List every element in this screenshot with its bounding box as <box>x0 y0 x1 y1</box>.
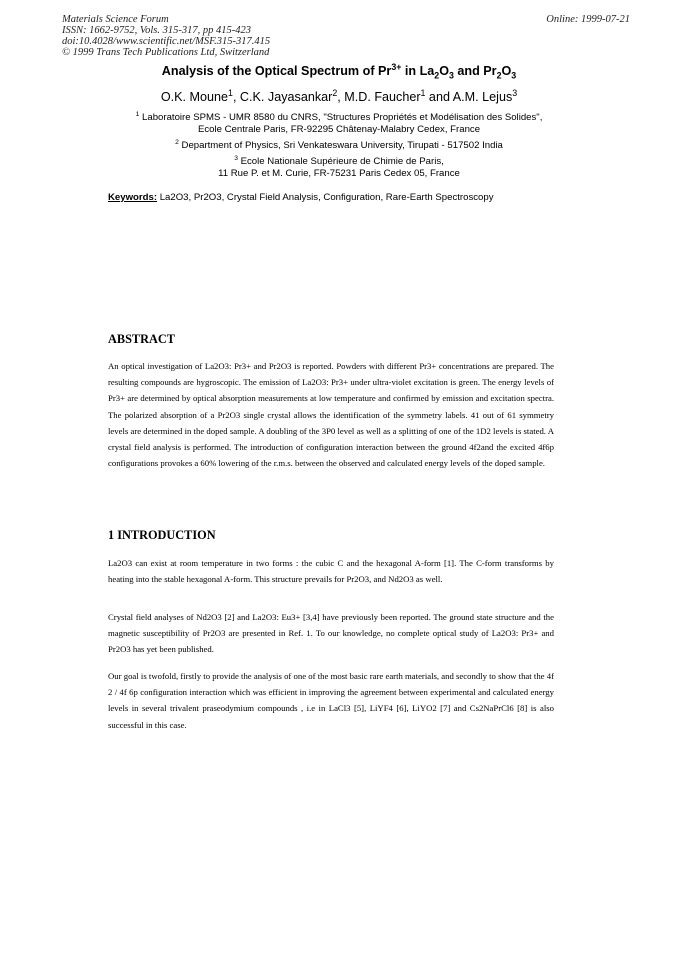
issn-line: ISSN: 1662-9752, Vols. 315-317, pp 415-423 <box>62 25 251 36</box>
author-list: O.K. Moune$^1$, C.K. Jayasankar$^2$, M.D. Faucher$^1$ and A.M. Lejus$^3$ <box>160 87 518 104</box>
publication-header <box>62 14 630 58</box>
intro-paragraph-2: Crystal field analyses of Nd2O3 [2] and La2O3: Eu3+ [3,4] have previously been reported. The ground state structure and the magnetic susceptibility of Pr2O3 are presented in Ref. 1. To our knowledge, no complete optical study of La2O3: Pr3+ and Pr2O3 has yet been published. <box>108 612 554 655</box>
keywords-label: Keywords: <box>108 192 158 203</box>
abstract-text: An optical investigation of La2O3: Pr3+ and Pr2O3 is reported. Powders with different Pr3+ concentrations are prepared. The resulting compounds are hygroscopic. The emission of La2O3: Pr3+ under ultra-violet excitation is green. The energy levels of Pr3+ are determined by optical absorption measurements at low temperature and confirmed by emission and excitation spectra. The polarized absorption of a Pr2O3 single crystal allows the identification of the symmetry labels. 41 out of 61 symmetry levels are determined in the doped sample. A doubling of the 3P0 level as well as a splitting of one of the 1D2 levels is stated. A crystal field analysis is performed. The introduction of configuration interaction between the ground 4f2and the excited 4f6p configurations provokes a 60% lowering of the r.m.s. between the observed and calculated energy levels of the doped sample. <box>108 361 554 469</box>
doi-line[interactable]: doi:10.4028/www.scientific.net/MSF.315-317.415 <box>62 36 271 47</box>
keywords-line <box>108 192 494 203</box>
affiliation-3: $^3$ Ecole Nationale Supérieure de Chimie de Paris, 11 Rue P. et M. Curie, FR-75231 Paris Cedex 05, France <box>218 154 460 179</box>
affiliations <box>0 112 678 184</box>
keywords-text: La2O3, Pr2O3, Crystal Field Analysis, Configuration, Rare-Earth Spectroscopy <box>157 192 494 203</box>
intro-paragraph-3: Our goal is twofold, firstly to provide the analysis of one of the most basic rare earth materials, and secondly to show that the 4f 2 / 4f 6p configuration interaction which was efficient in improving the agreement between experimental and calculated energy levels in several trivalent praseodymium compounds , i.e in LaCl3 [5], LiYF4 [6], LiYO2 [7] and Cs2NaPrCl6 [8] is also successful in this case. <box>108 671 554 730</box>
affiliation-1: $^1$ Laboratoire SPMS - UMR 8580 du CNRS, "Structures Propriétés et Modélisation des Solides", Ecole Centrale Paris, FR-92295 Châtenay-Malabry Cedex, France <box>135 110 543 135</box>
online-date: Online: 1999-07-21 <box>546 14 630 25</box>
copyright-line: © 1999 Trans Tech Publications Ltd, Switzerland <box>62 47 270 58</box>
journal-name: Materials Science Forum <box>62 14 169 25</box>
abstract-heading: ABSTRACT <box>108 332 175 346</box>
intro-paragraph-1: La2O3 can exist at room temperature in two forms : the cubic C and the hexagonal A-form [1]. The C-form transforms by heating into the stable hexagonal A-form. This structure prevails for Pr2O3, and Nd2O3 as well. <box>108 558 554 585</box>
affiliation-2: $^2$ Department of Physics, Sri Venkateswara University, Tirupati - 517502 India <box>175 138 503 151</box>
introduction-heading: 1 INTRODUCTION <box>108 528 216 542</box>
paper-title: Analysis of the Optical Spectrum of $Pr^{3+}$ in $La_2O_3$ and $Pr_2O_3$ <box>161 61 517 81</box>
